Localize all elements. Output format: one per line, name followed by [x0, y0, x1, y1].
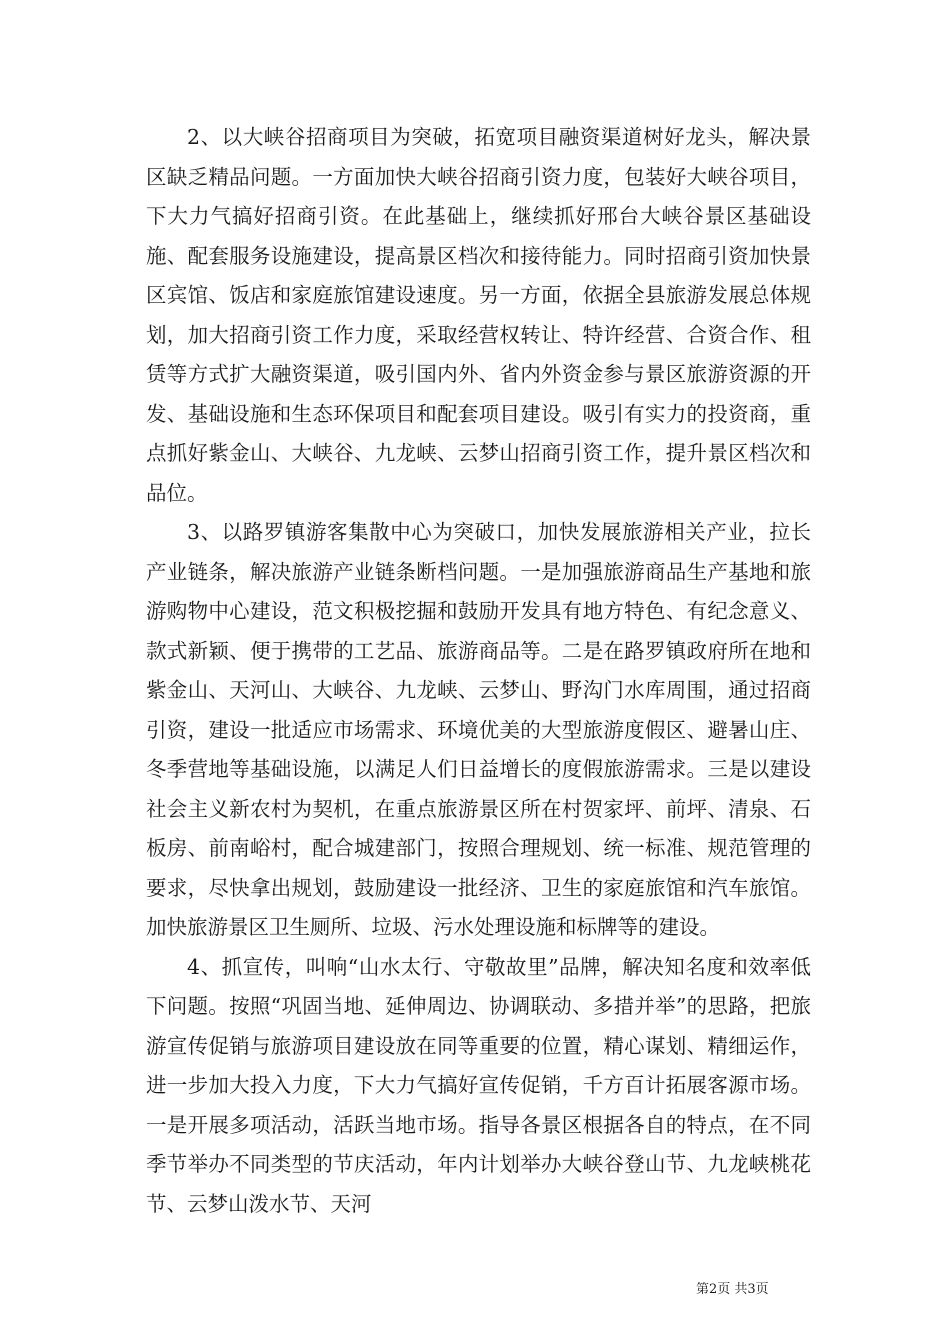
paragraph-4: 4、抓宣传，叫响“山水太行、守敬故里”品牌，解决知名度和效率低下问题。按照“巩固当地、延伸周边、协调联动、多措并举”的思路，把旅游宣传促销与旅游项目建设放在同等重要的位置，精心谋划、精细运作，进一步加大投入力度，下大力气搞好宣传促销，千方百计拓展客源市场。一是开展多项活动，活跃当地市场。指导各景区根据各自的特点，在不同季节举办不同类型的节庆活动，年内计划举办大峡谷登山节、九龙峡桃花节、云梦山泼水节、天河: [146, 954, 811, 1216]
page-number-footer: 第2页 共3页: [696, 1282, 769, 1297]
paragraph-2: 2、以大峡谷招商项目为突破，拓宽项目融资渠道树好龙头，解决景区缺乏精品问题。一方面加快大峡谷招商引资力度，包装好大峡谷项目，下大力气搞好招商引资。在此基础上，继续抓好邢台大峡谷景区基础设施、配套服务设施建设，提高景区档次和接待能力。同时招商引资加快景区宾馆、饭店和家庭旅馆建设速度。另一方面，依据全县旅游发展总体规划，加大招商引资工作力度，采取经营权转让、特许经营、合资合作、租赁等方式扩大融资渠道，吸引国内外、省内外资金参与景区旅游资源的开发、基础设施和生态环保项目和配套项目建设。吸引有实力的投资商，重点抓好紫金山、大峡谷、九龙峡、云梦山招商引资工作，提升景区档次和品位。: [146, 125, 811, 505]
paragraph-3: 3、以路罗镇游客集散中心为突破口，加快发展旅游相关产业，拉长产业链条，解决旅游产业链条断档问题。一是加强旅游商品生产基地和旅游购物中心建设，范文积极挖掘和鼓励开发具有地方特色、有纪念意义、款式新颖、便于携带的工艺品、旅游商品等。二是在路罗镇政府所在地和紫金山、天河山、大峡谷、九龙峡、云梦山、野沟门水库周围，通过招商引资，建设一批适应市场需求、环境优美的大型旅游度假区、避暑山庄、冬季营地等基础设施，以满足人们日益增长的度假旅游需求。三是以建设社会主义新农村为契机，在重点旅游景区所在村贺家坪、前坪、清泉、石板房、前南峪村，配合城建部门，按照合理规划、统一标准、规范管理的要求，尽快拿出规划，鼓励建设一批经济、卫生的家庭旅馆和汽车旅馆。加快旅游景区卫生厕所、垃圾、污水处理设施和标牌等的建设。: [146, 520, 811, 939]
document-body: [146, 118, 811, 1224]
